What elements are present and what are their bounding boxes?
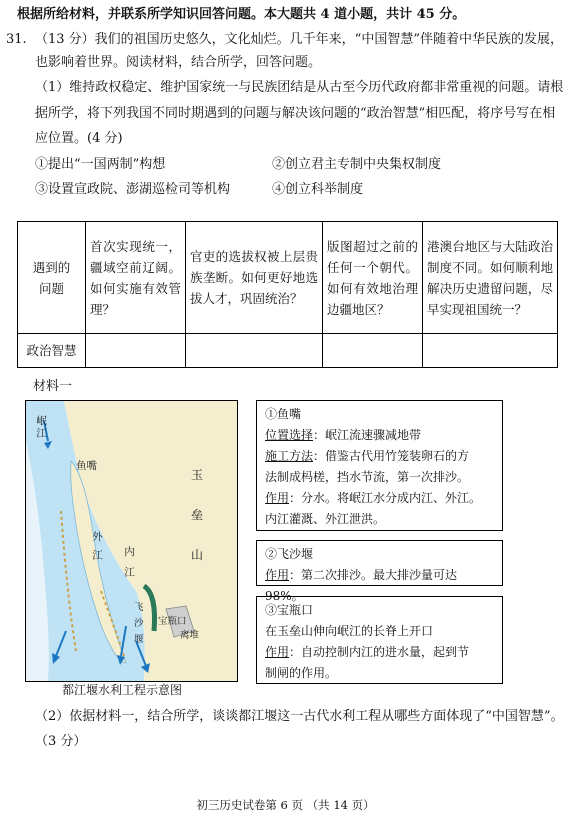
map-label-fei: 飞: [134, 602, 144, 613]
table-cell-problem-2: 官吏的选拔权被上层贵族垄断。如何更好地选拔人才，巩固统治？: [186, 222, 323, 334]
subquestion1-line3: 应位置。(4 分): [35, 131, 123, 146]
subquestion1-line1: （1）维持政权稳定、维护国家统一与民族团结是从古至今历代政府都非常重视的问题。请根: [35, 80, 564, 95]
answer-cell-2[interactable]: [186, 334, 323, 368]
section-intro: 根据所给材料，并联系所学知识回答问题。本大题共 4 道小题，共计 45 分。: [17, 7, 466, 22]
answer-cell-1[interactable]: [86, 334, 186, 368]
box3-line1: 在玉垒山伸向岷江的长脊上开口: [265, 624, 434, 638]
question-text-line2: 也影响着世界。阅读材料，结合所学，回答问题。: [35, 55, 322, 70]
answer-cell-3[interactable]: [323, 334, 423, 368]
table-header-problem: 遇到的问题: [18, 222, 86, 334]
map-label-yu: 玉: [191, 468, 204, 482]
box1-use-text1: ：分水。将岷江水分成内江、外江。: [289, 491, 482, 505]
box3-title: ③宝瓶口: [265, 603, 314, 617]
question-text-line1: （13 分）我们的祖国历史悠久，文化灿烂。几千年来，“中国智慧”伴随着中华民族的发展，: [35, 32, 563, 47]
map-illustration: [26, 401, 237, 681]
box2-title: ②飞沙堰: [265, 547, 314, 561]
box1-method-label: 施工方法: [265, 449, 314, 463]
option-1: ①提出“一国两制”构想: [35, 157, 166, 172]
material-label: 材料一: [33, 379, 73, 394]
option-3: ③设置宣政院、澎湖巡检司等机构: [35, 182, 231, 197]
subquestion1-line2: 据所学，将下列我国不同时期遇到的问题与解决该问题的“政治智慧”相匹配，将序号写在相: [35, 106, 556, 121]
map-caption: 都江堰水利工程示意图: [62, 683, 183, 697]
map-label-waijiang: 外江: [91, 531, 103, 568]
box1-position-label: 位置选择: [265, 428, 314, 442]
box3-use-text2: 制闸的作用。: [265, 666, 338, 680]
table-header-wisdom: 政治智慧: [18, 334, 86, 368]
option-2: ②创立君主专制中央集权制度: [272, 157, 442, 172]
box1-position-text: ：岷江流速骤减地带: [313, 428, 422, 442]
box1-title: ①鱼嘴: [265, 407, 302, 421]
info-box-feishayan: [256, 540, 503, 603]
box1-method-text2: 法制成杩槎，挡水节流，第一次排沙。: [265, 470, 470, 484]
option-4: ④创立科举制度: [272, 182, 364, 197]
answer-cell-4[interactable]: [423, 334, 558, 368]
map-label-lei: 垒: [191, 508, 204, 522]
box3-use-label: 作用: [265, 645, 290, 659]
map-label-neijiang: 内江: [123, 546, 135, 587]
dujiangyan-map: [25, 400, 238, 682]
map-label-yuzui: 鱼嘴: [76, 460, 97, 472]
map-label-sha: 沙: [134, 618, 144, 629]
question-number: 31.: [6, 32, 27, 47]
page-footer: 初三历史试卷第 6 页 （共 14 页）: [196, 798, 375, 812]
box2-use-text: ：第二次排沙。最大排沙量可达 98%。: [265, 568, 458, 603]
table-cell-problem-3: 版图超过之前的任何一个朝代。如何有效地治理边疆地区？: [323, 222, 423, 334]
info-box-yuzui: [256, 400, 503, 531]
subquestion2-line1: （2）依据材料一，结合所学，谈谈都江堰这一古代水利工程从哪些方面体现了“中国智慧”。: [35, 709, 564, 724]
box3-use-text1: ：自动控制内江的进水量，起到节: [289, 645, 470, 659]
matching-table: [17, 221, 558, 368]
box1-use-label: 作用: [265, 491, 290, 505]
box1-method-text1: ：借鉴古代用竹笼装卵石的方: [313, 449, 470, 463]
map-label-lidui: 离堆: [180, 630, 200, 641]
map-label-shan: 山: [191, 548, 204, 562]
table-cell-problem-4: 港澳台地区与大陆政治制度不同。如何顺利地解决历史遗留问题，尽早实现祖国统一？: [423, 222, 558, 334]
box2-use-label: 作用: [265, 568, 290, 582]
map-label-yan: 堰: [134, 634, 144, 645]
table-cell-problem-1: 首次实现统一，疆域空前辽阔。如何实施有效管理？: [86, 222, 186, 334]
info-box-baopingkou: [256, 596, 503, 684]
map-label-minjiang: 岷江: [35, 415, 47, 440]
box1-use-text2: 内江灌溉、外江泄洪。: [265, 512, 386, 526]
map-label-baopingkou: 宝瓶口: [158, 616, 187, 627]
subquestion2-line2: （3 分）: [35, 734, 87, 749]
